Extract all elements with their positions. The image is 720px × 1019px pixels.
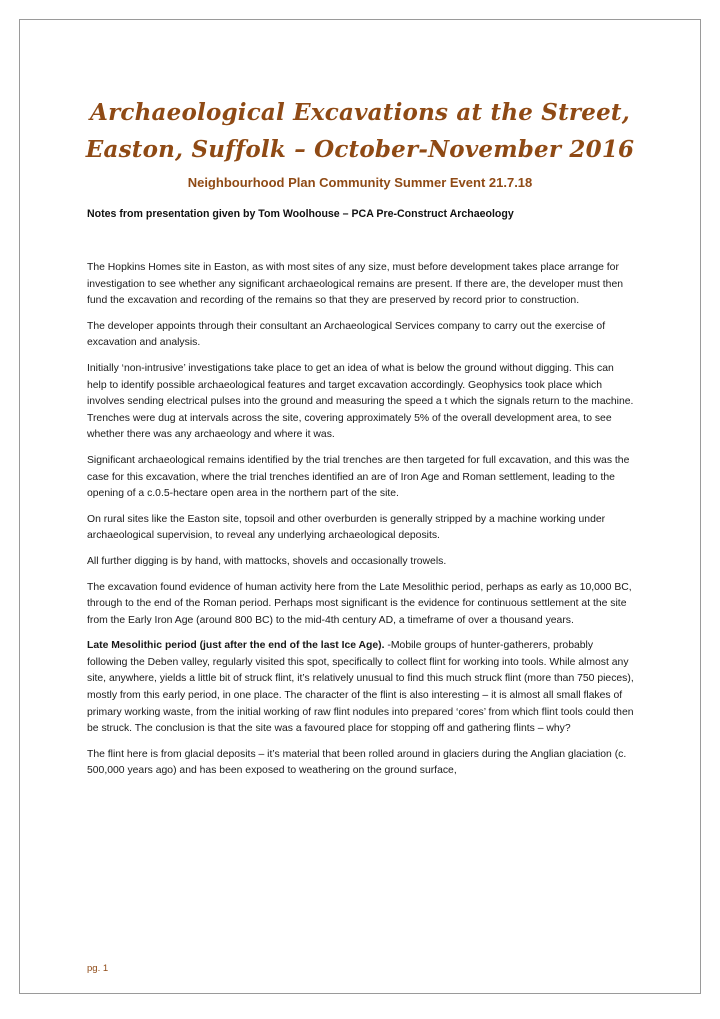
title-line-1: Archaeological Excavations at the Street,: [90, 99, 630, 126]
paragraph-hopkins-site: The Hopkins Homes site in Easton, as with most sites of any size, must before development takes place arrange for investigation to see whether any significant archaeological remains are present. If there are, the developer must then fund the excavation and recording of the remains so that they are preserved by record prior to construction.: [87, 262, 624, 307]
document-title: [40, 94, 680, 168]
paragraph-non-intrusive: Initially ‘non-intrusive’ investigations take place to get an idea of what is below the ground without digging. This can help to identify possible archaeological features and target excavation accordingly. Geophysics took place which involves sending electrical pulses into the ground and measuring the speed a t which the signals return to the machine. Trenches were dug at intervals across the site, covering approximately 5% of the overall development area, to see whether there was any archaeology and where it was.: [87, 362, 634, 441]
mesolithic-heading: Late Mesolithic period (just after the end of the last Ice Age).: [87, 640, 385, 652]
paragraph-glacial-flint: The flint here is from glacial deposits – it’s material that been rolled around in glaciers during the Anglian glaciation (c. 500,000 years ago) and has been exposed to weathering on the ground surface,: [87, 748, 627, 777]
paragraph-topsoil: On rural sites like the Easton site, topsoil and other overburden is generally stripped by a machine working under archaeological supervision, to reveal any underlying archaeological deposits.: [87, 513, 606, 542]
paragraph-developer: The developer appoints through their consultant an Archaeological Services company to carry out the exercise of excavation and analysis.: [87, 320, 606, 349]
presenter-note: Notes from presentation given by Tom Woolhouse – PCA Pre-Construct Archaeology: [87, 208, 514, 220]
title-line-2: Easton, Suffolk – October-November 2016: [85, 136, 635, 163]
paragraph-hand-digging: All further digging is by hand, with mattocks, shovels and occasionally trowels.: [87, 555, 447, 567]
page-number: pg. 1: [87, 963, 109, 974]
event-subtitle: Neighbourhood Plan Community Summer Event 21.7.18: [187, 175, 533, 190]
paragraph-trial-trenches: Significant archaeological remains identified by the trial trenches are then targeted for full excavation, and this was the case for this excavation, where the trial trenches identified an are of Iron Age and Roman settlement, leading to the opening of a c.0.5-hectare open area in the northern part of the site.: [87, 454, 630, 500]
mesolithic-text: -Mobile groups of hunter-gatherers, probably following the Deben valley, regularly visited this spot, specifically to collect flint for working into tools. While almost any site, anywhere, yields a little bit of struck flint, it’s relatively unusual to find this much struck flint (more than 750 pieces), mostly from this early period, in one place. The character of the flint is also interesting – it is almost all small flakes of primary working waste, from the initial working of raw flint nodules into prepared ‘cores’ from which flint tools could then be struck. The conclusion is that the site was a favoured place for stopping off and gathering flints – why?: [87, 640, 634, 735]
body-text: [87, 260, 635, 789]
paragraph-evidence: The excavation found evidence of human activity here from the Late Mesolithic period, perhaps as early as 10,000 BC, through to the end of the Roman period. Perhaps most significant is the evidence for continuous settlement at the site from the Early Iron Age (around 800 BC) to the mid-4th century AD, a timeframe of over a thousand years.: [87, 581, 632, 626]
paragraph-mesolithic: [87, 638, 635, 738]
